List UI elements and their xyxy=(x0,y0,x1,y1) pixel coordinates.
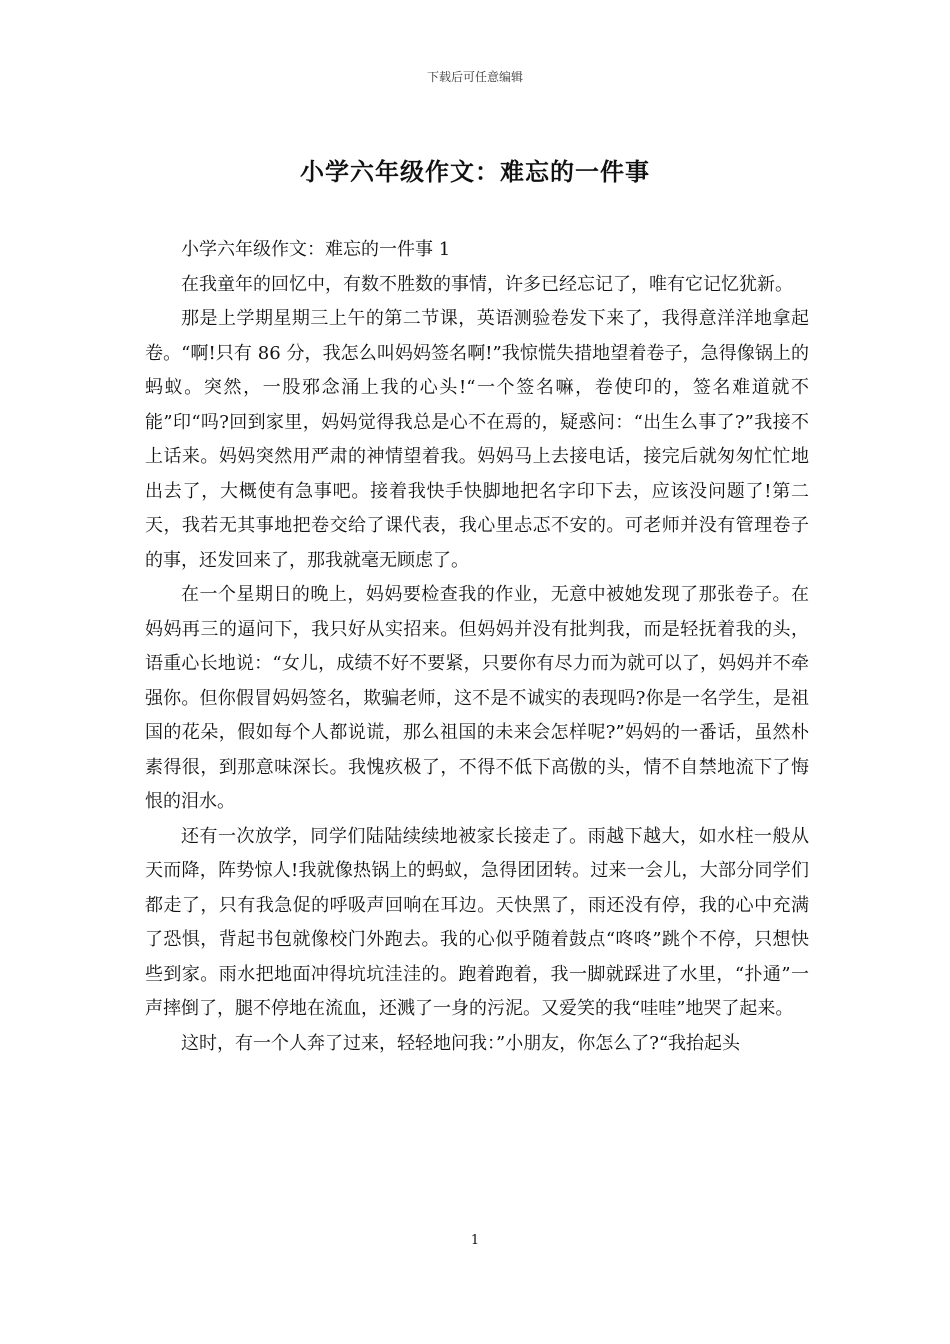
paragraph-subtitle: 小学六年级作文：难忘的一件事 1 xyxy=(181,239,451,260)
paragraph: 那是上学期星期三上午的第二节课，英语测验卷发下来了，我得意洋洋地拿起卷。“啊!只有 86 分，我怎么叫妈妈签名啊!”我惊慌失措地望着卷子，急得像锅上的蚂蚁。突然，一股邪念涌上我的心头!“一个签名嘛，卷使印的，签名难道就不能”印“吗?回到家里，妈妈觉得我总是心不在焉的，疑惑问：“出生么事了?”我接不上话来。妈妈突然用严肃的神情望着我。妈妈马上去接电话，接完后就匆匆忙忙地出去了，大概使有急事吧。接着我快手快脚地把名字印下去，应该没问题了!第二天，我若无其事地把卷交给了课代表，我心里忐忑不安的。可老师并没有管理卷子的事，还发回来了，那我就毫无顾虑了。 xyxy=(145,308,809,571)
document-body xyxy=(145,233,809,1061)
page-number: 1 xyxy=(470,1233,480,1248)
document-title: 小学六年级作文：难忘的一件事 xyxy=(300,157,650,186)
paragraph: 在一个星期日的晚上，妈妈要检查我的作业，无意中被她发现了那张卷子。在妈妈再三的逼问下，我只好从实招来。但妈妈并没有批判我，而是轻抚着我的头，语重心长地说：“女儿，成绩不好不要紧，只要你有尽力而为就可以了，妈妈并不牵强你。但你假冒妈妈签名，欺骗老师，这不是不诚实的表现吗?你是一名学生，是祖国的花朵，假如每个人都说谎，那么祖国的未来会怎样呢?”妈妈的一番话，虽然朴素得很，到那意味深长。我愧疚极了，不得不低下高傲的头，情不自禁地流下了悔恨的泪水。 xyxy=(145,584,809,812)
header-note: 下载后可任意编辑 xyxy=(426,70,523,84)
paragraph: 这时，有一个人奔了过来，轻轻地问我：”小朋友，你怎么了?“我抬起头 xyxy=(181,1032,741,1054)
paragraph: 还有一次放学，同学们陆陆续续地被家长接走了。雨越下越大，如水柱一般从天而降，阵势惊人!我就像热锅上的蚂蚁，急得团团转。过来一会儿，大部分同学们都走了，只有我急促的呼吸声回响在耳边。天快黑了，雨还没有停，我的心中充满了恐惧，背起书包就像校门外跑去。我的心似乎随着鼓点“咚咚”跳个不停，只想快些到家。雨水把地面冲得坑坑洼洼的。跑着跑着，我一脚就踩进了水里，“扑通”一声摔倒了，腿不停地在流血，还溅了一身的污泥。又爱笑的我“哇哇”地哭了起来。 xyxy=(145,825,809,1019)
paragraph: 在我童年的回忆中，有数不胜数的事情，许多已经忘记了，唯有它记忆犹新。 xyxy=(181,273,793,295)
